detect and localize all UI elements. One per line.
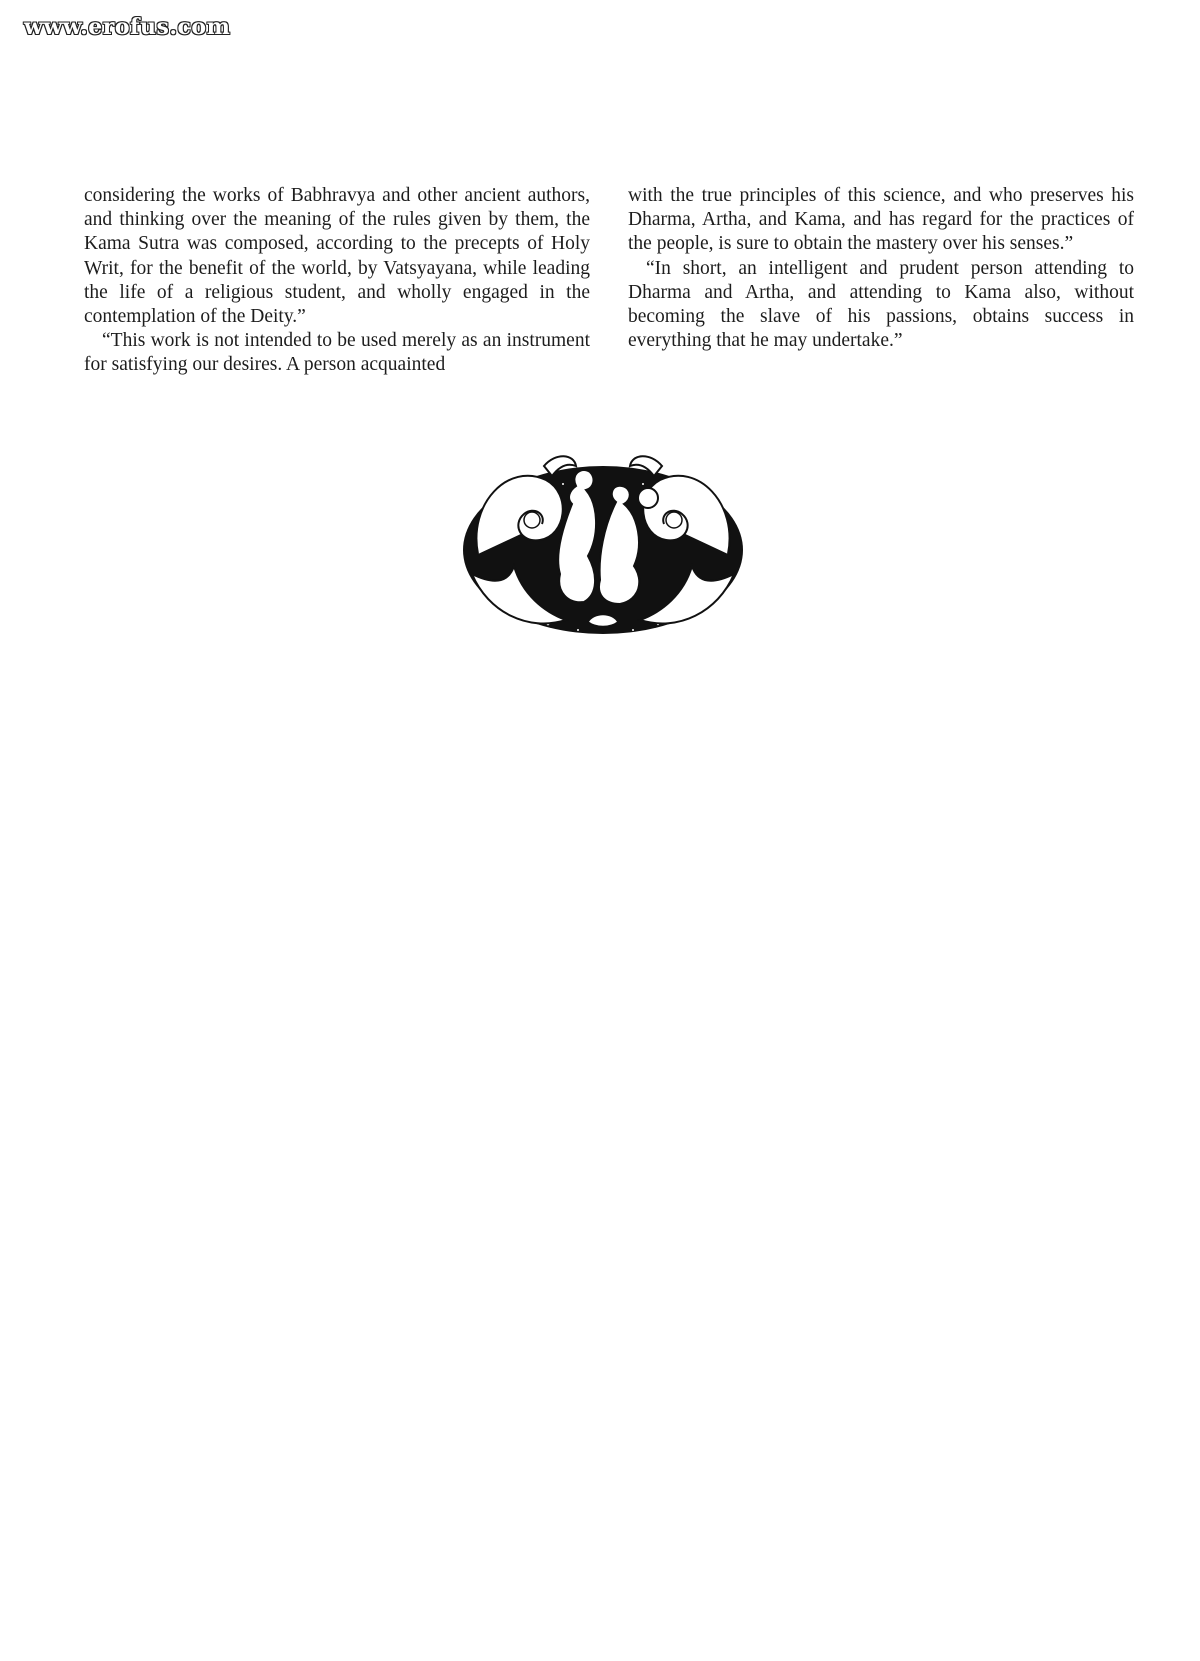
text-columns: [84, 184, 1134, 378]
right-column: [628, 184, 1134, 378]
left-paragraph-1: considering the works of Babhravya and other ancient authors, and thinking over the meaning of the rules given by them, the Kama Sutra was composed, according to the precepts of Holy Writ, for the benefit of the world, by Vatsyayana, while leading the life of a religious student, and wholly engaged in the contemplation of the Deity.”: [84, 185, 590, 328]
left-paragraph-2: “This work is not intended to be used merely as an instrument for satisfying our desires. A person acquainted: [84, 330, 590, 376]
right-paragraph-2: “In short, an intelligent and prudent person attending to Dharma and Artha, and attending to Kama also, without becoming the slave of his passions, obtains success in everything that he may undertake.”: [628, 257, 1134, 352]
left-column: [84, 184, 590, 378]
watermark-text: www.erofus.com: [24, 14, 231, 40]
right-paragraph-1: with the true principles of this science, and who preserves his Dharma, Artha, and Kama, and has regard for the practices of the people, is sure to obtain the mastery over his senses.”: [628, 185, 1134, 255]
oval-scroll-vignette-icon: [448, 444, 758, 644]
